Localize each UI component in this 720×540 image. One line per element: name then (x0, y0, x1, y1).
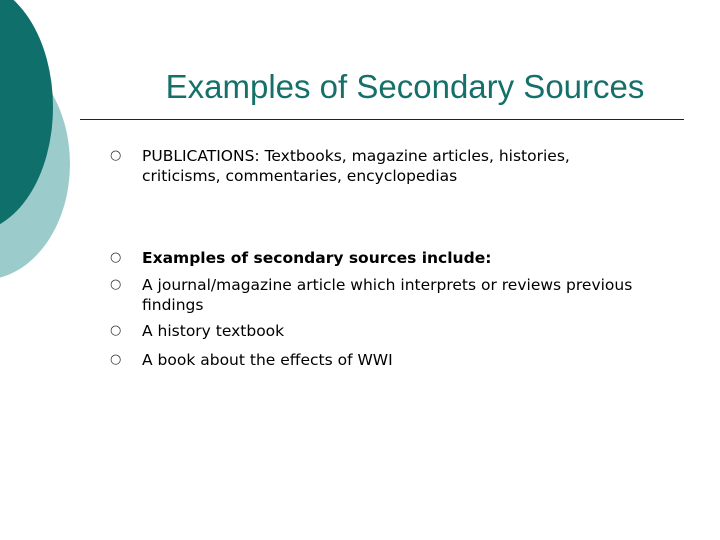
bullet-circle-icon: ○ (110, 352, 122, 367)
bullet-item-wwi-book (110, 350, 650, 370)
bullet-text: A book about the effects of WWI (142, 351, 393, 369)
slide-title: Examples of Secondary Sources (165, 68, 645, 105)
title-divider (80, 119, 684, 120)
bullet-item-history-textbook (110, 321, 650, 341)
bullet-item-examples-heading (110, 248, 650, 268)
bullet-item-publications (110, 146, 650, 186)
bullet-circle-icon: ○ (110, 323, 122, 338)
bullet-circle-icon: ○ (110, 277, 122, 292)
bullet-text: Examples of secondary sources include: (142, 249, 492, 267)
bullet-text: PUBLICATIONS: Textbooks, magazine articles, histories, criticisms, commentaries, encyclopedias (142, 147, 570, 185)
bullet-item-journal-article (110, 275, 650, 315)
bullet-text: A history textbook (142, 322, 285, 340)
bullet-circle-icon: ○ (110, 250, 122, 265)
bullet-circle-icon: ○ (110, 148, 122, 163)
bullet-text: A journal/magazine article which interprets or reviews previous findings (142, 276, 633, 314)
